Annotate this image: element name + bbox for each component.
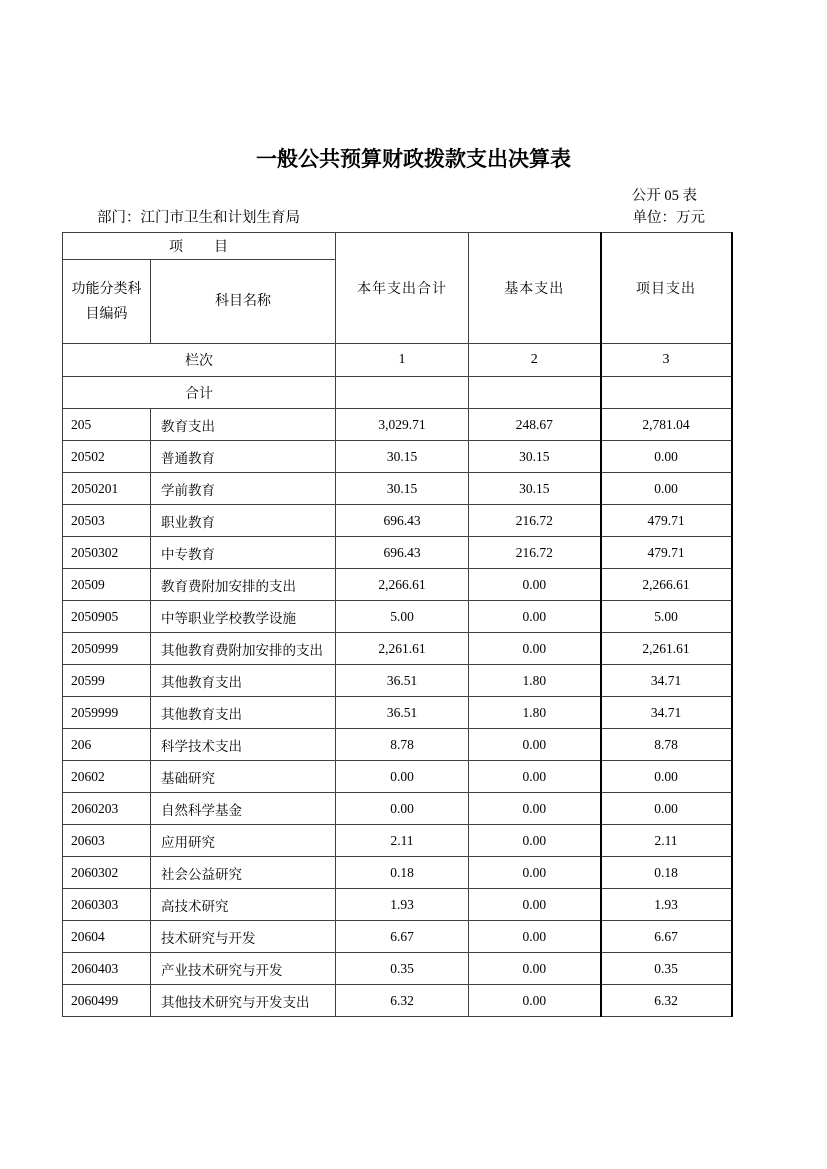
- row-total: 6.67: [336, 921, 469, 953]
- row-code: 20604: [63, 921, 151, 953]
- row-total: 2.11: [336, 825, 469, 857]
- row-name: 高技术研究: [151, 889, 336, 921]
- row-code: 20603: [63, 825, 151, 857]
- row-name: 学前教育: [151, 473, 336, 505]
- row-name: 技术研究与开发: [151, 921, 336, 953]
- row-name: 教育支出: [151, 409, 336, 441]
- row-project: 479.71: [601, 537, 732, 569]
- row-project: 5.00: [601, 601, 732, 633]
- table-row: [63, 441, 732, 473]
- row-total: 36.51: [336, 697, 469, 729]
- row-code: 20502: [63, 441, 151, 473]
- form-number-label: 公开 05 表: [631, 188, 697, 204]
- row-total: 2,261.61: [336, 633, 469, 665]
- budget-table: [62, 232, 733, 1017]
- header-function-code: 功能分类科目编码: [63, 260, 151, 344]
- row-project: 2.11: [601, 825, 732, 857]
- row-basic: 0.00: [469, 601, 601, 633]
- grand-total-basic-cell: [469, 377, 601, 409]
- row-project: 6.32: [601, 985, 732, 1017]
- row-name: 社会公益研究: [151, 857, 336, 889]
- row-code: 2060203: [63, 793, 151, 825]
- table-row: [63, 409, 732, 441]
- column-index-1: 1: [336, 344, 469, 377]
- row-basic: 216.72: [469, 537, 601, 569]
- row-name: 科学技术支出: [151, 729, 336, 761]
- row-project: 0.00: [601, 441, 732, 473]
- row-code: 20503: [63, 505, 151, 537]
- header-basic-expenditure: 基本支出: [469, 233, 601, 344]
- table-row: [63, 665, 732, 697]
- row-name: 其他教育支出: [151, 697, 336, 729]
- page-title: 一般公共预算财政拨款支出决算表: [256, 147, 571, 171]
- row-basic: 0.00: [469, 793, 601, 825]
- row-code: 2060499: [63, 985, 151, 1017]
- unit-label: 单位：万元: [632, 210, 705, 226]
- row-basic: 248.67: [469, 409, 601, 441]
- row-total: 2,266.61: [336, 569, 469, 601]
- column-index-2: 2: [469, 344, 601, 377]
- row-basic: 1.80: [469, 697, 601, 729]
- row-project: 479.71: [601, 505, 732, 537]
- row-project: 6.67: [601, 921, 732, 953]
- row-total: 30.15: [336, 473, 469, 505]
- column-index-label: 栏次: [63, 344, 336, 377]
- row-total: 0.00: [336, 761, 469, 793]
- table-row: [63, 921, 732, 953]
- row-basic: 0.00: [469, 569, 601, 601]
- row-total: 5.00: [336, 601, 469, 633]
- row-code: 206: [63, 729, 151, 761]
- header-project-group: 项 目: [63, 233, 336, 260]
- row-name: 其他教育费附加安排的支出: [151, 633, 336, 665]
- row-total: 0.35: [336, 953, 469, 985]
- table-row: [63, 953, 732, 985]
- column-index-3: 3: [601, 344, 732, 377]
- table-row: [63, 729, 732, 761]
- grand-total-year-cell: [336, 377, 469, 409]
- row-basic: 30.15: [469, 473, 601, 505]
- table-row: [63, 697, 732, 729]
- row-code: 205: [63, 409, 151, 441]
- row-basic: 30.15: [469, 441, 601, 473]
- row-code: 2050201: [63, 473, 151, 505]
- table-row: [63, 633, 732, 665]
- row-total: 6.32: [336, 985, 469, 1017]
- table-row: [63, 857, 732, 889]
- row-total: 696.43: [336, 537, 469, 569]
- table-body: [63, 409, 732, 1017]
- row-project: 0.00: [601, 473, 732, 505]
- row-code: 2050302: [63, 537, 151, 569]
- row-name: 其他技术研究与开发支出: [151, 985, 336, 1017]
- table-row: [63, 985, 732, 1017]
- row-total: 696.43: [336, 505, 469, 537]
- row-name: 其他教育支出: [151, 665, 336, 697]
- row-project: 34.71: [601, 665, 732, 697]
- row-basic: 0.00: [469, 729, 601, 761]
- row-name: 基础研究: [151, 761, 336, 793]
- row-project: 34.71: [601, 697, 732, 729]
- row-name: 职业教育: [151, 505, 336, 537]
- row-name: 教育费附加安排的支出: [151, 569, 336, 601]
- header-subject-name: 科目名称: [151, 260, 336, 344]
- row-basic: 0.00: [469, 921, 601, 953]
- row-code: 2059999: [63, 697, 151, 729]
- row-name: 普通教育: [151, 441, 336, 473]
- row-total: 8.78: [336, 729, 469, 761]
- row-basic: 1.80: [469, 665, 601, 697]
- table-row: [63, 793, 732, 825]
- row-name: 中专教育: [151, 537, 336, 569]
- row-project: 0.18: [601, 857, 732, 889]
- row-code: 2050999: [63, 633, 151, 665]
- row-code: 2060303: [63, 889, 151, 921]
- table-row: [63, 601, 732, 633]
- row-project: 2,266.61: [601, 569, 732, 601]
- row-basic: 0.00: [469, 633, 601, 665]
- table-row: [63, 505, 732, 537]
- table-row: [63, 537, 732, 569]
- row-basic: 216.72: [469, 505, 601, 537]
- row-project: 8.78: [601, 729, 732, 761]
- table-row: [63, 569, 732, 601]
- row-total: 36.51: [336, 665, 469, 697]
- table-row: [63, 761, 732, 793]
- row-code: 20509: [63, 569, 151, 601]
- row-basic: 0.00: [469, 825, 601, 857]
- row-project: 0.00: [601, 761, 732, 793]
- row-total: 0.00: [336, 793, 469, 825]
- row-project: 2,781.04: [601, 409, 732, 441]
- row-name: 自然科学基金: [151, 793, 336, 825]
- header-year-total: 本年支出合计: [336, 233, 469, 344]
- header-project-expenditure: 项目支出: [601, 233, 732, 344]
- row-code: 2050905: [63, 601, 151, 633]
- row-total: 3,029.71: [336, 409, 469, 441]
- row-project: 0.00: [601, 793, 732, 825]
- grand-total-project-cell: [601, 377, 732, 409]
- meta-line: [0, 209, 827, 227]
- row-name: 应用研究: [151, 825, 336, 857]
- row-code: 2060403: [63, 953, 151, 985]
- row-basic: 0.00: [469, 889, 601, 921]
- row-basic: 0.00: [469, 953, 601, 985]
- row-project: 0.35: [601, 953, 732, 985]
- row-name: 产业技术研究与开发: [151, 953, 336, 985]
- row-total: 30.15: [336, 441, 469, 473]
- row-basic: 0.00: [469, 985, 601, 1017]
- row-project: 2,261.61: [601, 633, 732, 665]
- table-row: [63, 473, 732, 505]
- row-code: 20602: [63, 761, 151, 793]
- department-label: 部门：江门市卫生和计划生育局: [97, 210, 300, 226]
- table-row: [63, 825, 732, 857]
- row-name: 中等职业学校教学设施: [151, 601, 336, 633]
- table-row: [63, 889, 732, 921]
- row-total: 1.93: [336, 889, 469, 921]
- row-total: 0.18: [336, 857, 469, 889]
- row-basic: 0.00: [469, 857, 601, 889]
- row-code: 2060302: [63, 857, 151, 889]
- row-project: 1.93: [601, 889, 732, 921]
- grand-total-label: 合计: [63, 377, 336, 409]
- row-code: 20599: [63, 665, 151, 697]
- row-basic: 0.00: [469, 761, 601, 793]
